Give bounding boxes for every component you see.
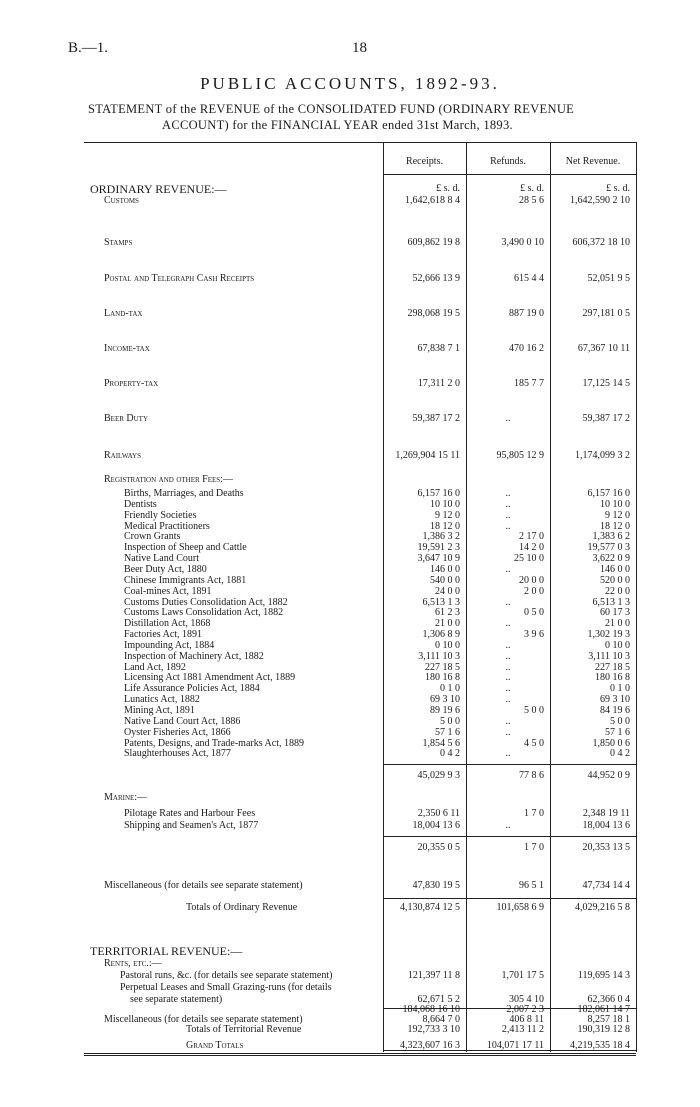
- currency-label: £ s. d.: [606, 183, 630, 194]
- ordinary-revenue-row: [0, 195, 700, 207]
- net-cell: 52,051 9 5: [587, 273, 630, 284]
- refunds-cell: 77 8 6: [519, 770, 544, 781]
- row-label: Lunatics Act, 1882: [124, 694, 200, 706]
- row-label: Miscellaneous (for details see separate statement): [104, 1014, 303, 1025]
- net-cell: 1,850 0 6: [592, 737, 630, 749]
- refunds-cell: 887 19 0: [509, 308, 544, 319]
- refunds-cell: 615 4 4: [514, 273, 544, 284]
- page-number: 18: [352, 40, 367, 56]
- refunds-cell: ..: [505, 596, 511, 608]
- net-cell: 19,577 0 3: [587, 542, 630, 554]
- row-label: Births, Marriages, and Deaths: [124, 488, 244, 499]
- fees-subtotal-row: [0, 770, 700, 782]
- ordinary-totals-row: [0, 902, 700, 914]
- row-label: Perpetual Leases and Small Grazing-runs (for details: [120, 982, 332, 993]
- receipts-column-header: Receipts.: [406, 156, 443, 167]
- row-label: Property-tax: [104, 378, 159, 389]
- row-label: Impounding Act, 1884: [124, 639, 215, 651]
- net-revenue-column-header: Net Revenue.: [565, 156, 621, 167]
- header-rule: [383, 174, 636, 175]
- net-cell: 22 0 0: [605, 585, 630, 597]
- net-cell: 520 0 0: [600, 574, 630, 586]
- ordinary-revenue-row: [0, 308, 700, 320]
- row-label: Native Land Court Act, 1886: [124, 715, 241, 727]
- grand-totals-row: [0, 1040, 700, 1052]
- net-cell: 6,513 1 3: [592, 596, 630, 608]
- row-label: Income-tax: [104, 343, 150, 354]
- receipts-cell: 146 0 0: [430, 563, 460, 575]
- total-rule: [383, 836, 636, 837]
- net-cell: 18,004 13 6: [582, 820, 630, 831]
- refunds-cell: 101,658 6 9: [496, 902, 544, 913]
- row-label: Stamps: [104, 237, 133, 248]
- receipts-cell: 62,671 5 2: [417, 994, 460, 1005]
- refunds-cell: 406 8 11: [509, 1014, 544, 1025]
- net-cell: 69 3 10: [600, 694, 630, 706]
- refunds-cell: 1 7 0: [524, 842, 544, 853]
- refunds-cell: ..: [505, 820, 511, 831]
- receipts-cell: 18,004 13 6: [412, 820, 460, 831]
- net-cell: 1,383 6 2: [592, 531, 630, 543]
- refunds-cell: ..: [505, 413, 511, 424]
- net-cell: 297,181 0 5: [582, 308, 630, 319]
- refunds-cell: ..: [505, 498, 511, 510]
- row-label: Miscellaneous (for details see separate statement): [104, 880, 303, 891]
- receipts-cell: 184,068 16 10: [402, 1004, 460, 1015]
- receipts-cell: 4,323,607 16 3: [400, 1040, 460, 1051]
- receipts-cell: 0 10 0: [435, 639, 460, 651]
- row-label: Mining Act, 1891: [124, 705, 195, 716]
- net-cell: 6,157 16 0: [587, 488, 630, 499]
- receipts-cell: 24 0 0: [435, 585, 460, 597]
- receipts-cell: 121,397 11 8: [407, 970, 460, 981]
- marine-subtotal-row: [0, 842, 700, 854]
- net-cell: 1,302 19 3: [587, 629, 630, 641]
- territorial-row-label: [0, 982, 700, 994]
- marine-row: [0, 808, 700, 820]
- statement-title-line2: ACCOUNT) for the FINANCIAL YEAR ended 31st March, 1893.: [162, 118, 513, 132]
- receipts-cell: 89 19 6: [430, 705, 460, 716]
- marine-row: [0, 820, 700, 832]
- net-cell: 146 0 0: [600, 563, 630, 575]
- net-cell: 182,061 14 7: [577, 1004, 630, 1015]
- net-cell: 21 0 0: [605, 618, 630, 630]
- net-cell: 227 18 5: [595, 661, 630, 673]
- row-label: Land Act, 1892: [124, 661, 186, 673]
- row-label: Chinese Immigrants Act, 1881: [124, 574, 247, 586]
- receipts-cell: 227 18 5: [425, 661, 460, 673]
- row-label: Shipping and Seamen's Act, 1877: [124, 820, 259, 831]
- net-cell: 10 10 0: [600, 498, 630, 510]
- refunds-cell: ..: [505, 488, 511, 499]
- net-cell: 9 12 0: [605, 509, 630, 521]
- refunds-cell: 2 17 0: [519, 531, 544, 543]
- net-cell: 190,319 12 8: [577, 1024, 630, 1035]
- ordinary-revenue-row: [0, 378, 700, 390]
- receipts-cell: 0 4 2: [440, 748, 460, 760]
- refunds-cell: ..: [505, 672, 511, 684]
- refunds-cell: ..: [505, 618, 511, 630]
- net-cell: 60 17 3: [600, 607, 630, 619]
- refunds-cell: ..: [505, 661, 511, 673]
- receipts-cell: 540 0 0: [430, 574, 460, 586]
- net-cell: 0 1 0: [610, 683, 630, 695]
- net-cell: 119,695 14 3: [577, 970, 630, 981]
- row-label: Oyster Fisheries Act, 1866: [124, 726, 231, 738]
- net-cell: 3,111 10 3: [588, 650, 630, 662]
- refunds-cell: 95,805 12 9: [496, 450, 544, 461]
- net-cell: 606,372 18 10: [572, 237, 630, 248]
- row-label: Inspection of Machinery Act, 1882: [124, 650, 264, 662]
- receipts-cell: 1,306 8 9: [422, 629, 460, 641]
- ordinary-revenue-row: [0, 343, 700, 355]
- document-code: B.—1.: [68, 40, 109, 56]
- receipts-cell: 67,838 7 1: [417, 343, 460, 354]
- net-cell: 0 4 2: [610, 748, 630, 760]
- refunds-cell: ..: [505, 520, 511, 532]
- row-label: Postal and Telegraph Cash Receipts: [104, 273, 255, 284]
- marine-heading: Marine:—: [104, 792, 148, 803]
- receipts-cell: 20,355 0 5: [417, 842, 460, 853]
- net-cell: 57 1 6: [605, 726, 630, 738]
- receipts-cell: 61 2 3: [435, 607, 460, 619]
- refunds-cell: 96 5 1: [519, 880, 544, 891]
- ordinary-revenue-row: [0, 237, 700, 249]
- refunds-cell: ..: [505, 650, 511, 662]
- row-label: Distillation Act, 1868: [124, 618, 211, 630]
- net-cell: 47,734 14 4: [582, 880, 630, 891]
- net-cell: 17,125 14 5: [582, 378, 630, 389]
- receipts-cell: 5 0 0: [440, 715, 460, 727]
- net-cell: 2,348 19 11: [582, 808, 630, 819]
- total-rule: [383, 764, 636, 765]
- row-label: Pastoral runs, &c. (for details see separate statement): [120, 970, 333, 981]
- net-cell: 1,642,590 2 10: [570, 195, 630, 206]
- ordinary-revenue-heading: ORDINARY REVENUE:—: [90, 182, 227, 196]
- receipts-cell: 9 12 0: [435, 509, 460, 521]
- miscellaneous-row: [0, 880, 700, 892]
- row-label: Patents, Designs, and Trade-marks Act, 1889: [124, 737, 304, 749]
- refunds-cell: 5 0 0: [524, 705, 544, 716]
- currency-header: [0, 183, 700, 195]
- refunds-cell: 2,007 2 3: [506, 1004, 544, 1015]
- row-label: Friendly Societies: [124, 509, 197, 521]
- ordinary-revenue-row: [0, 413, 700, 425]
- refunds-cell: 3,490 0 10: [501, 237, 544, 248]
- row-label: Land-tax: [104, 308, 143, 319]
- net-cell: 44,952 0 9: [587, 770, 630, 781]
- receipts-cell: 52,666 13 9: [412, 273, 460, 284]
- row-label: see separate statement): [130, 994, 223, 1005]
- receipts-cell: 4,130,874 12 5: [400, 902, 460, 913]
- currency-label: £ s. d.: [436, 183, 460, 194]
- currency-label: £ s. d.: [520, 183, 544, 194]
- net-cell: 3,622 0 9: [592, 553, 630, 565]
- net-cell: 5 0 0: [610, 715, 630, 727]
- refunds-cell: 28 5 6: [519, 195, 544, 206]
- row-label: Totals of Ordinary Revenue: [186, 902, 298, 913]
- receipts-cell: 17,311 2 0: [417, 378, 460, 389]
- net-cell: 4,029,216 5 8: [575, 902, 630, 913]
- ordinary-revenue-row: [0, 273, 700, 285]
- row-label: Beer Duty: [104, 413, 148, 424]
- receipts-cell: 3,111 10 3: [418, 650, 460, 662]
- receipts-cell: 1,854 5 6: [422, 737, 460, 749]
- refunds-cell: ..: [505, 694, 511, 706]
- refunds-cell: 3 9 6: [524, 629, 544, 641]
- refunds-cell: 20 0 0: [519, 574, 544, 586]
- refunds-cell: ..: [505, 715, 511, 727]
- page-title: PUBLIC ACCOUNTS, 1892-93.: [200, 74, 500, 93]
- receipts-cell: 19,591 2 3: [417, 542, 460, 554]
- receipts-cell: 10 10 0: [430, 498, 460, 510]
- ordinary-revenue-row: [0, 450, 700, 462]
- row-label: Dentists: [124, 498, 157, 510]
- row-label: Coal-mines Act, 1891: [124, 585, 212, 597]
- net-cell: 84 19 6: [600, 705, 630, 716]
- receipts-cell: 57 1 6: [435, 726, 460, 738]
- row-label: Totals of Territorial Revenue: [186, 1024, 302, 1035]
- net-cell: 62,366 0 4: [587, 994, 630, 1005]
- registration-fees-heading: Registration and other Fees:—: [104, 474, 233, 485]
- net-cell: 0 10 0: [605, 639, 630, 651]
- refunds-cell: 0 5 0: [524, 607, 544, 619]
- receipts-cell: 45,029 9 3: [417, 770, 460, 781]
- refunds-cell: ..: [505, 726, 511, 738]
- net-cell: 18 12 0: [600, 520, 630, 532]
- receipts-cell: 1,642,618 8 4: [405, 195, 460, 206]
- row-label: Beer Duty Act, 1880: [124, 563, 207, 575]
- net-cell: 8,257 18 1: [587, 1014, 630, 1025]
- territorial-totals-row: [0, 1024, 700, 1036]
- receipts-cell: 298,068 19 5: [407, 308, 460, 319]
- refunds-cell: 2,413 11 2: [501, 1024, 544, 1035]
- receipts-cell: 3,647 10 9: [417, 553, 460, 565]
- row-label: Native Land Court: [124, 553, 199, 565]
- receipts-cell: 21 0 0: [435, 618, 460, 630]
- receipts-cell: 2,350 6 11: [417, 808, 460, 819]
- receipts-cell: 192,733 3 10: [407, 1024, 460, 1035]
- receipts-cell: 6,157 16 0: [417, 488, 460, 499]
- row-label: Life Assurance Policies Act, 1884: [124, 683, 260, 695]
- row-label: Railways: [104, 450, 142, 461]
- rents-heading: Rents, etc.:—: [104, 958, 162, 969]
- refunds-cell: ..: [505, 509, 511, 521]
- refunds-cell: ..: [505, 748, 511, 760]
- receipts-cell: 0 1 0: [440, 683, 460, 695]
- net-cell: 4,219,535 18 4: [570, 1040, 630, 1051]
- row-label: Customs Laws Consolidation Act, 1882: [124, 607, 284, 619]
- receipts-cell: 180 16 8: [425, 672, 460, 684]
- net-cell: 180 16 8: [595, 672, 630, 684]
- refunds-cell: 185 7 7: [514, 378, 544, 389]
- net-cell: 67,367 10 11: [577, 343, 630, 354]
- refunds-cell: 305 4 10: [509, 994, 544, 1005]
- row-label: Licensing Act 1881 Amendment Act, 1889: [124, 672, 296, 684]
- net-cell: 59,387 17 2: [582, 413, 630, 424]
- refunds-cell: ..: [505, 563, 511, 575]
- row-label: Customs Duties Consolidation Act, 1882: [124, 596, 288, 608]
- receipts-cell: 1,386 3 2: [422, 531, 460, 543]
- row-label: Medical Practitioners: [124, 520, 210, 532]
- row-label: Factories Act, 1891: [124, 629, 203, 641]
- refunds-cell: 25 10 0: [514, 553, 544, 565]
- receipts-cell: 47,830 19 5: [412, 880, 460, 891]
- net-cell: 1,174,099 3 2: [575, 450, 630, 461]
- row-label: Inspection of Sheep and Cattle: [124, 542, 247, 554]
- refunds-cell: 1,701 17 5: [501, 970, 544, 981]
- refunds-cell: 104,071 17 11: [486, 1040, 544, 1051]
- receipts-cell: 1,269,904 15 11: [395, 450, 460, 461]
- grand-totals-label: Grand Totals: [186, 1040, 244, 1051]
- receipts-cell: 59,387 17 2: [412, 413, 460, 424]
- refunds-cell: ..: [505, 639, 511, 651]
- receipts-cell: 18 12 0: [430, 520, 460, 532]
- totals-rule: [383, 898, 636, 899]
- receipts-cell: 8,664 7 0: [422, 1014, 460, 1025]
- statement-title-line1: STATEMENT of the REVENUE of the CONSOLIDATED FUND (ORDINARY REVENUE: [88, 102, 575, 116]
- refunds-cell: 4 5 0: [524, 737, 544, 749]
- row-label: Pilotage Rates and Harbour Fees: [124, 808, 256, 819]
- territorial-row: [0, 970, 700, 982]
- fee-row: [0, 748, 700, 760]
- refunds-cell: 470 16 2: [509, 343, 544, 354]
- refunds-column-header: Refunds.: [490, 156, 526, 167]
- receipts-cell: 6,513 1 3: [422, 596, 460, 608]
- receipts-cell: 69 3 10: [430, 694, 460, 706]
- receipts-cell: 609,862 19 8: [407, 237, 460, 248]
- refunds-cell: ..: [505, 683, 511, 695]
- refunds-cell: 1 7 0: [524, 808, 544, 819]
- row-label: Customs: [104, 195, 139, 206]
- refunds-cell: 2 0 0: [524, 585, 544, 597]
- row-label: Slaughterhouses Act, 1877: [124, 748, 231, 760]
- net-cell: 20,353 13 5: [582, 842, 630, 853]
- refunds-cell: 14 2 0: [519, 542, 544, 554]
- row-label: Crown Grants: [124, 531, 181, 543]
- territorial-revenue-heading: TERRITORIAL REVENUE:—: [90, 944, 243, 958]
